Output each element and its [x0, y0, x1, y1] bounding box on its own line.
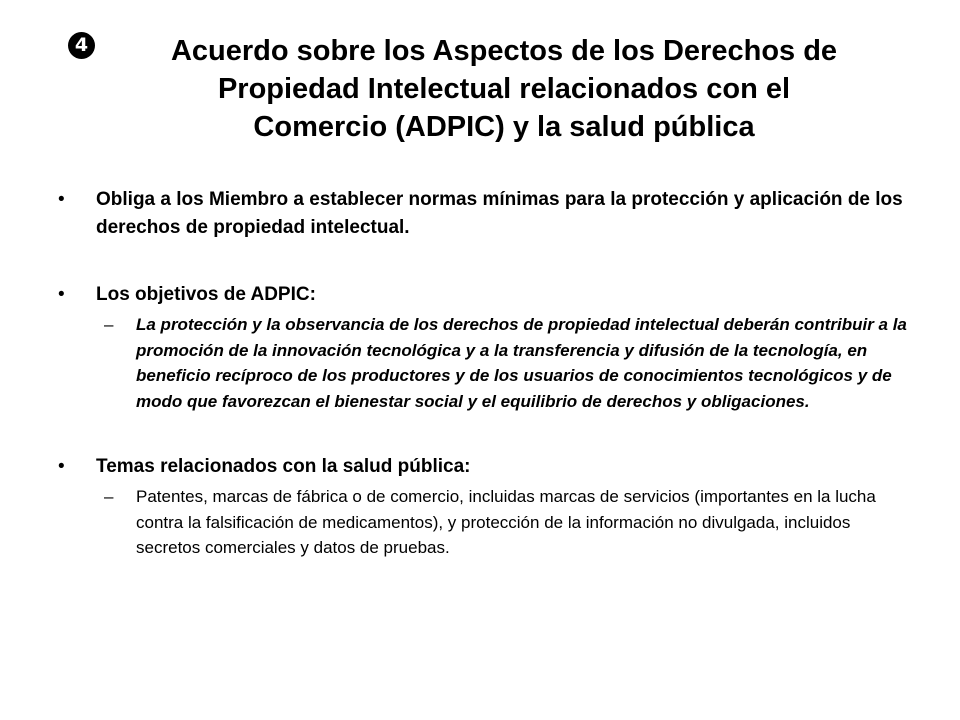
bullet-item-objectives: [56, 281, 916, 309]
title-line: Comercio (ADPIC) y la salud pública: [253, 111, 755, 143]
title-line: Acuerdo sobre los Aspectos de los Derechos de: [170, 35, 838, 67]
bullet-text: Obliga a los Miembro a establecer normas mínimas para la protección y aplicación de los derechos de propiedad intelectual.: [96, 189, 903, 238]
sub-item-text: Patentes, marcas de fábrica o de comercio, incluidas marcas de servicios (importantes en la lucha contra la falsificación de medicamentos), y protección de la información no divulgada, incluidos secretos comerciales y datos de pruebas.: [136, 487, 876, 557]
bullet-icon: •: [58, 284, 65, 305]
bullet-icon: •: [58, 456, 65, 477]
dash-icon: –: [104, 487, 114, 506]
sub-item-health-topics: [56, 484, 916, 561]
number-4-icon: 4: [68, 32, 95, 59]
sub-item-text: La protección y la observancia de los derechos de propiedad intelectual deberán contribuir a la promoción de la innovación tecnológica y a la transferencia y difusión de la tecnología, en beneficio recíproco de los productores y de los usuarios de conocimientos tecnológicos y de modo que favorezcan el bienestar social y el equilibrio de derechos y obligaciones.: [136, 315, 907, 411]
dash-icon: –: [104, 315, 114, 334]
title-line: Propiedad Intelectual relacionados con el: [217, 73, 791, 105]
bullet-text: Los objetivos de ADPIC:: [96, 284, 316, 305]
bullet-icon: •: [58, 189, 65, 210]
bullet-item-obligation: [56, 186, 916, 242]
sub-item-objectives: [56, 312, 916, 414]
slide-title: [120, 32, 888, 146]
bullet-text: Temas relacionados con la salud pública:: [96, 456, 471, 477]
bullet-item-health-topics: [56, 453, 916, 481]
slide-body: [56, 186, 916, 561]
